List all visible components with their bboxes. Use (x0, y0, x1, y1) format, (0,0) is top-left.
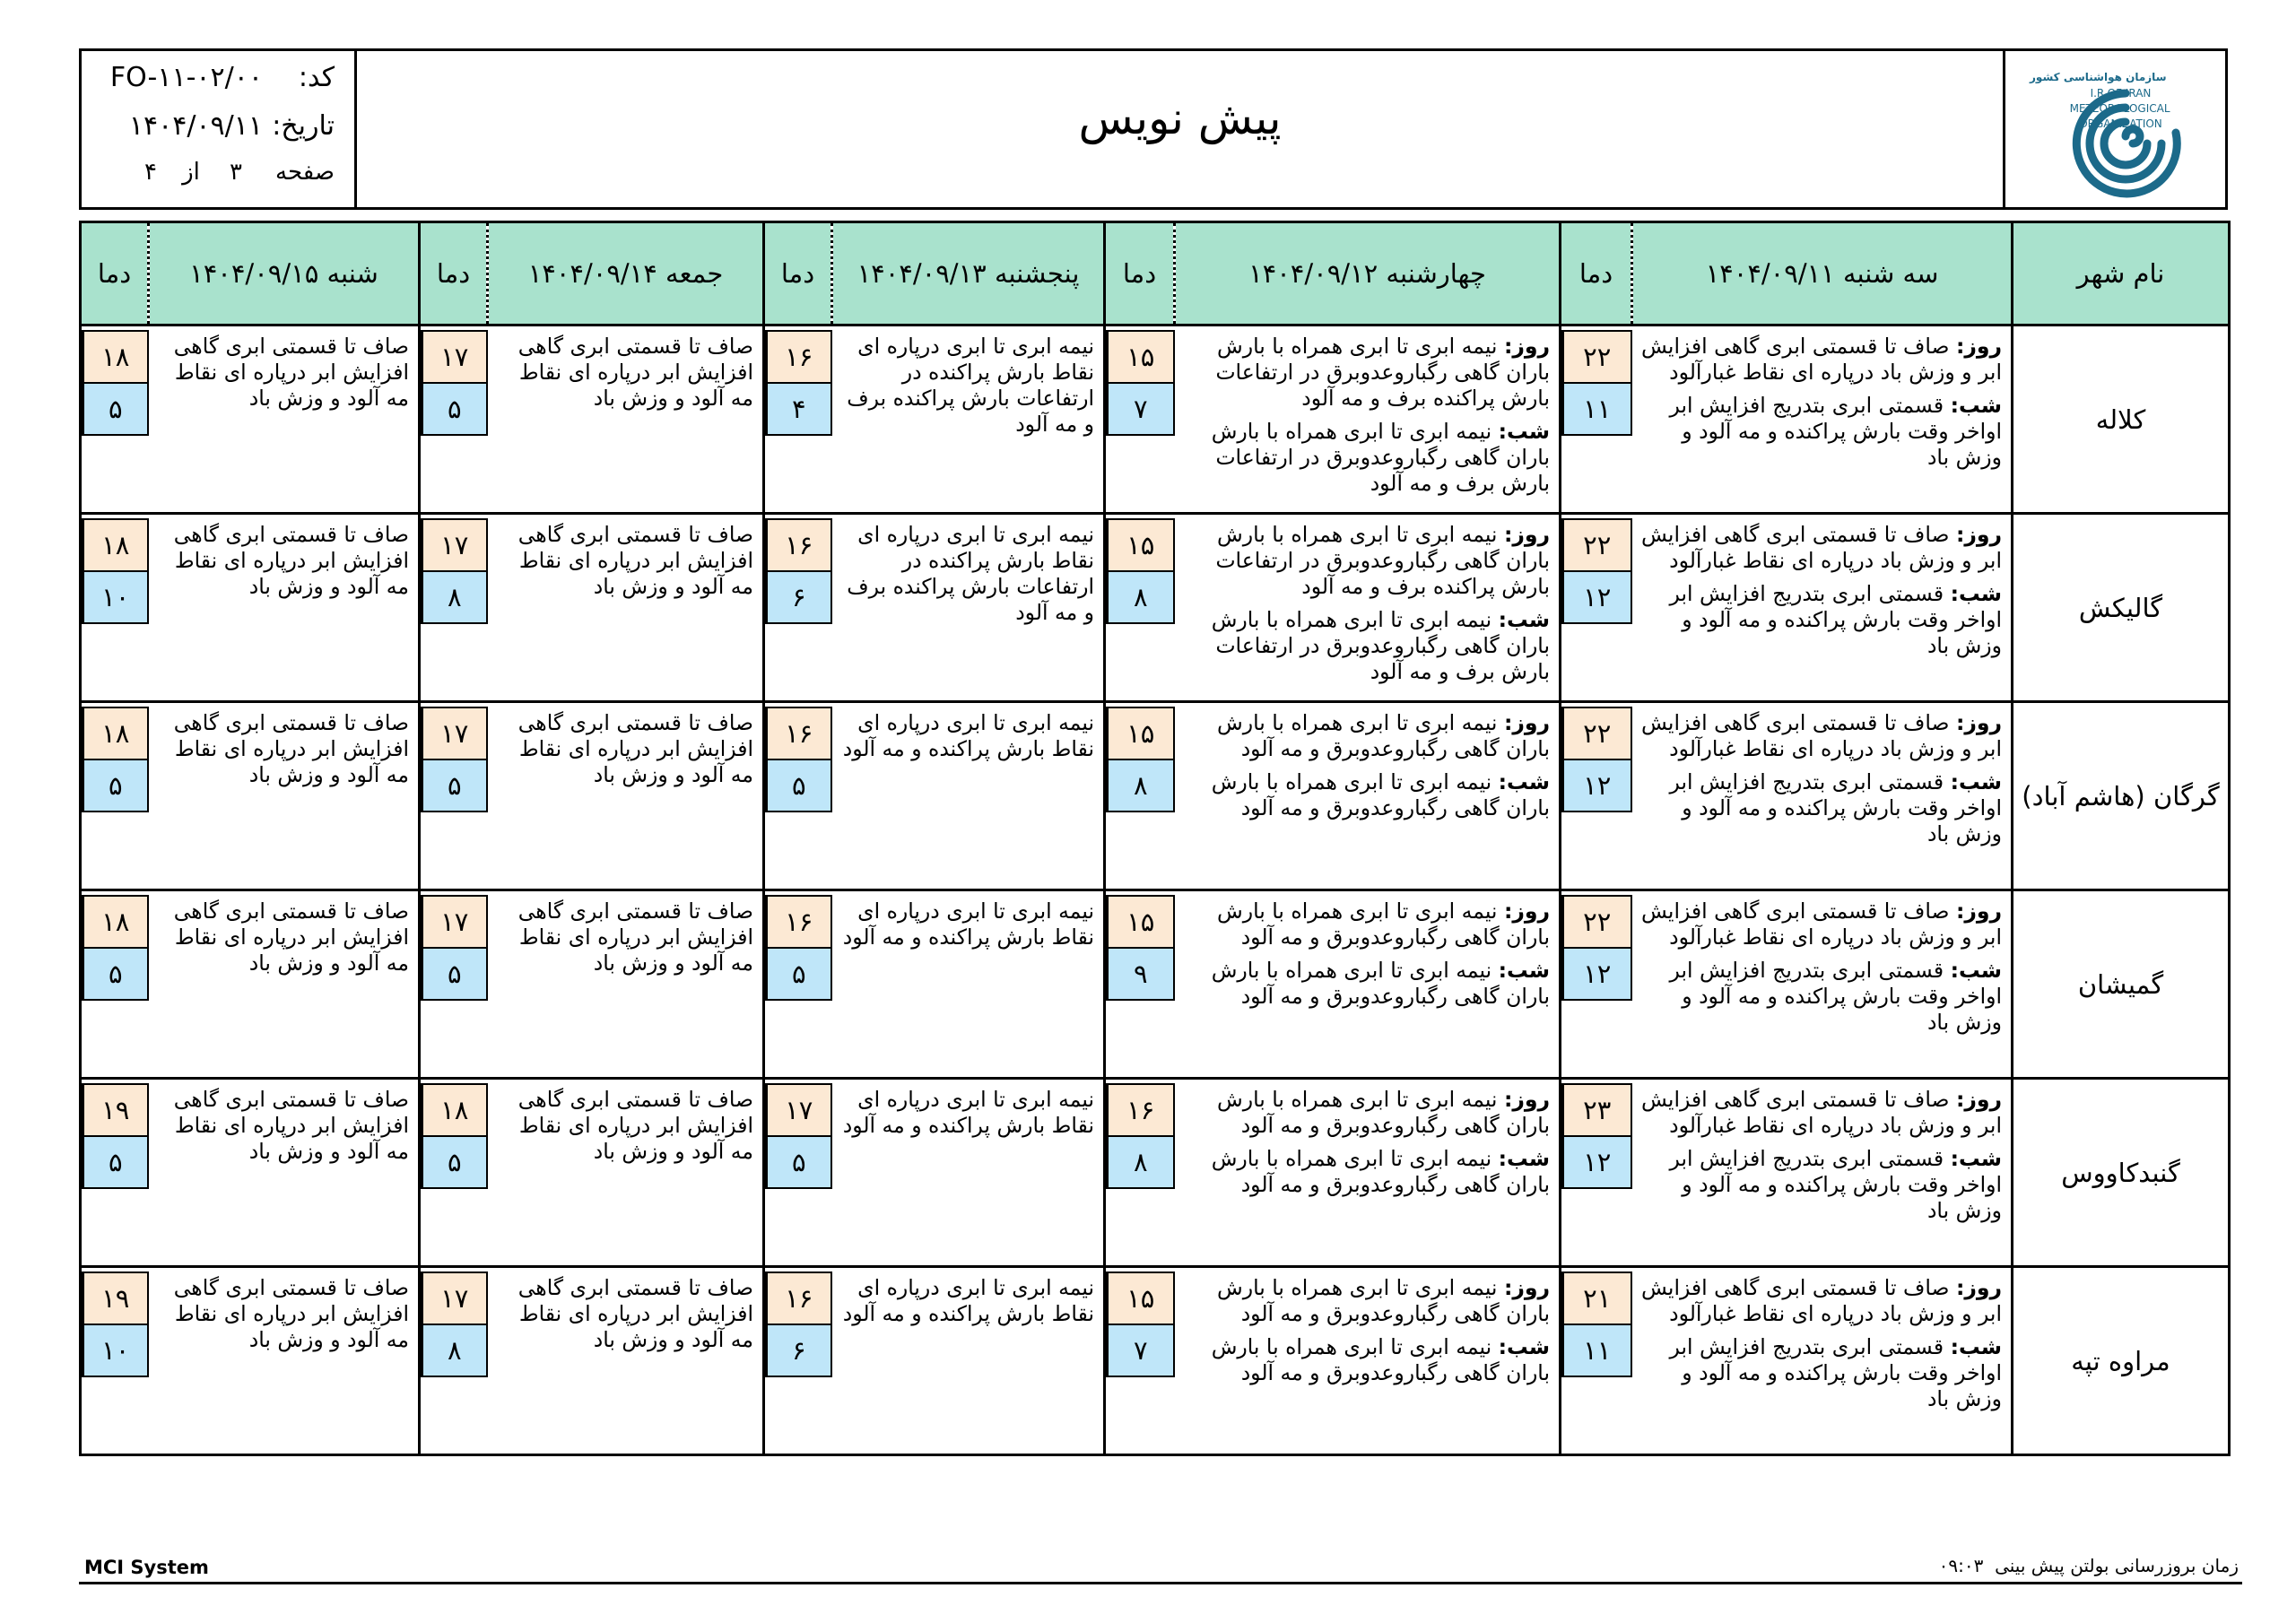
city-name: کلاله (2013, 325, 2230, 514)
night-forecast-text: قسمتی ابری بتدریج افزایش ابر اواخر وقت بارش پراکنده و مه آلود و وزش باد (1669, 1146, 2002, 1223)
min-temp: ۵ (765, 947, 832, 1001)
forecast-day-1 (1632, 1267, 2013, 1455)
code-label: کد: (298, 62, 335, 93)
forecast-day-4 (488, 702, 764, 890)
table-header-row (81, 222, 2230, 325)
max-temp: ۱۶ (1106, 1083, 1175, 1137)
temp-column-header: دما (81, 222, 149, 325)
date-label: تاریخ: (272, 110, 335, 142)
temp-cell (764, 325, 832, 514)
max-temp: ۱۶ (765, 895, 832, 949)
night-forecast-text: نیمه ابری تا ابری همراه با بارش باران گاهی رگباروعدوبرق و مه آلود (1211, 1146, 1550, 1197)
night-forecast-text: قسمتی ابری بتدریج افزایش ابر اواخر وقت بارش پراکنده و مه آلود و وزش باد (1669, 581, 2002, 658)
min-temp: ۱۲ (1561, 570, 1632, 624)
day-label: روز: (1955, 710, 2002, 735)
temp-column-header: دما (1105, 222, 1175, 325)
table-row (81, 702, 2230, 890)
night-forecast-text: نیمه ابری تا ابری همراه با بارش باران گاهی رگباروعدوبرق و مه آلود (1211, 1334, 1550, 1385)
forecast-day-2 (1175, 1267, 1561, 1455)
day-forecast-text: صاف تا قسمتی ابری گاهی افزایش ابر و وزش باد درپاره ای نقاط غبارآلود (1640, 710, 2002, 761)
night-forecast-text: قسمتی ابری بتدریج افزایش ابر اواخر وقت بارش پراکنده و مه آلود و وزش باد (1669, 769, 2002, 846)
min-temp: ۵ (765, 759, 832, 812)
forecast-day-2 (1175, 514, 1561, 702)
date-value: ۱۴۰۴/۰۹/۱۱ (128, 110, 263, 142)
min-temp: ۵ (421, 1135, 488, 1189)
max-temp: ۱۷ (421, 1271, 488, 1325)
min-temp: ۵ (421, 382, 488, 436)
temp-cell (1105, 1079, 1175, 1267)
max-temp: ۲۲ (1561, 895, 1632, 949)
forecast-day-4 (488, 514, 764, 702)
forecast-text: نیمه ابری تا ابری درپاره ای نقاط بارش پراکنده در ارتفاعات بارش پراکنده برف و مه آلود (847, 522, 1094, 625)
max-temp: ۱۹ (82, 1083, 149, 1137)
night-label: شب: (1950, 581, 2002, 606)
forecast-text: صاف تا قسمتی ابری گاهی افزایش ابر درپاره ای نقاط مه آلود و وزش باد (517, 1275, 753, 1352)
forecast-day-2 (1175, 325, 1561, 514)
forecast-text: صاف تا قسمتی ابری گاهی افزایش ابر درپاره ای نقاط مه آلود و وزش باد (173, 522, 409, 599)
min-temp: ۸ (1106, 570, 1175, 624)
forecast-day-5 (149, 1267, 420, 1455)
logo-persian-text: سازمان هواشناسی کشور (2030, 71, 2167, 83)
day-label: روز: (1503, 898, 1550, 924)
night-label: شب: (1950, 958, 2002, 983)
temp-cell (1105, 325, 1175, 514)
max-temp: ۱۷ (421, 518, 488, 572)
forecast-text: نیمه ابری تا ابری درپاره ای نقاط بارش پراکنده در ارتفاعات بارش پراکنده برف و مه آلود (847, 334, 1094, 437)
max-temp: ۱۵ (1106, 330, 1175, 384)
day-label: روز: (1503, 334, 1550, 359)
min-temp: ۸ (421, 1324, 488, 1377)
forecast-text: صاف تا قسمتی ابری گاهی افزایش ابر درپاره ای نقاط مه آلود و وزش باد (517, 334, 753, 411)
max-temp: ۲۲ (1561, 518, 1632, 572)
page-title: پیش نویس (1078, 92, 1282, 144)
day-forecast-text: صاف تا قسمتی ابری گاهی افزایش ابر و وزش باد درپاره ای نقاط غبارآلود (1640, 898, 2002, 950)
page-number: ۳ (230, 159, 242, 186)
code-value: FO-۱۱-۰۲/۰۰ (109, 62, 263, 93)
min-temp: ۵ (421, 947, 488, 1001)
day-label: روز: (1955, 898, 2002, 924)
table-row (81, 1267, 2230, 1455)
update-time-label: زمان بروزرسانی بولتن پیش بینی (1995, 1555, 2239, 1576)
forecast-day-3 (832, 1079, 1105, 1267)
forecast-day-3 (832, 702, 1105, 890)
temp-cell (1105, 890, 1175, 1079)
min-temp: ۵ (82, 947, 149, 1001)
forecast-day-5 (149, 1079, 420, 1267)
temp-cell (1105, 702, 1175, 890)
temp-cell (1561, 325, 1632, 514)
document-header (79, 48, 2228, 210)
temp-cell (764, 890, 832, 1079)
day-column-header: جمعه ۱۴۰۴/۰۹/۱۴ (488, 222, 764, 325)
max-temp: ۱۸ (82, 707, 149, 760)
forecast-text: صاف تا قسمتی ابری گاهی افزایش ابر درپاره ای نقاط مه آلود و وزش باد (173, 710, 409, 787)
min-temp: ۷ (1106, 1324, 1175, 1377)
forecast-day-4 (488, 1267, 764, 1455)
city-name: گنبدکاووس (2013, 1079, 2230, 1267)
night-forecast-text: نیمه ابری تا ابری همراه با بارش باران گاهی رگباروعدوبرق در ارتفاعات بارش برف و مه آلود (1211, 419, 1550, 496)
min-temp: ۸ (1106, 759, 1175, 812)
temp-cell (764, 1079, 832, 1267)
day-label: روز: (1955, 1087, 2002, 1112)
forecast-day-1 (1632, 325, 2013, 514)
min-temp: ۸ (1106, 1135, 1175, 1189)
temp-cell (420, 1079, 488, 1267)
title-cell (357, 51, 2003, 207)
night-forecast-text: قسمتی ابری بتدریج افزایش ابر اواخر وقت بارش پراکنده و مه آلود و وزش باد (1669, 958, 2002, 1035)
temp-cell (1561, 1079, 1632, 1267)
day-forecast-text: نیمه ابری تا ابری همراه با بارش باران گاهی رگباروعدوبرق و مه آلود (1217, 1275, 1550, 1326)
min-temp: ۶ (765, 1324, 832, 1377)
max-temp: ۱۵ (1106, 1271, 1175, 1325)
night-forecast-text: قسمتی ابری بتدریج افزایش ابر اواخر وقت بارش پراکنده و مه آلود و وزش باد (1669, 393, 2002, 470)
forecast-text: نیمه ابری تا ابری درپاره ای نقاط بارش پراکنده و مه آلود (842, 898, 1094, 950)
forecast-text: صاف تا قسمتی ابری گاهی افزایش ابر درپاره ای نقاط مه آلود و وزش باد (517, 710, 753, 787)
forecast-text: صاف تا قسمتی ابری گاهی افزایش ابر درپاره ای نقاط مه آلود و وزش باد (173, 1087, 409, 1164)
min-temp: ۵ (82, 759, 149, 812)
day-forecast-text: نیمه ابری تا ابری همراه با بارش باران گاهی رگباروعدوبرق و مه آلود (1217, 898, 1550, 950)
forecast-text: صاف تا قسمتی ابری گاهی افزایش ابر درپاره ای نقاط مه آلود و وزش باد (517, 898, 753, 976)
temp-cell (764, 514, 832, 702)
temp-cell (81, 325, 149, 514)
forecast-day-1 (1632, 514, 2013, 702)
max-temp: ۲۲ (1561, 330, 1632, 384)
night-label: شب: (1950, 393, 2002, 418)
night-label: شب: (1498, 958, 1550, 983)
table-row (81, 325, 2230, 514)
city-name: مراوه تپه (2013, 1267, 2230, 1455)
temp-cell (1105, 1267, 1175, 1455)
temp-cell (81, 702, 149, 890)
forecast-day-1 (1632, 1079, 2013, 1267)
min-temp: ۴ (765, 382, 832, 436)
forecast-day-1 (1632, 890, 2013, 1079)
min-temp: ۹ (1106, 947, 1175, 1001)
forecast-text: نیمه ابری تا ابری درپاره ای نقاط بارش پراکنده و مه آلود (842, 710, 1094, 761)
temp-cell (420, 325, 488, 514)
update-time-info (1939, 1555, 2239, 1576)
temp-cell (420, 890, 488, 1079)
night-label: شب: (1498, 769, 1550, 794)
temp-cell (1105, 514, 1175, 702)
temp-column-header: دما (420, 222, 488, 325)
day-column-header: چهارشنبه ۱۴۰۴/۰۹/۱۲ (1175, 222, 1561, 325)
logo-cell (2003, 51, 2225, 207)
forecast-text: صاف تا قسمتی ابری گاهی افزایش ابر درپاره ای نقاط مه آلود و وزش باد (173, 898, 409, 976)
forecast-text: صاف تا قسمتی ابری گاهی افزایش ابر درپاره ای نقاط مه آلود و وزش باد (173, 334, 409, 411)
min-temp: ۷ (1106, 382, 1175, 436)
forecast-text: صاف تا قسمتی ابری گاهی افزایش ابر درپاره ای نقاط مه آلود و وزش باد (517, 522, 753, 599)
max-temp: ۱۷ (421, 895, 488, 949)
day-forecast-text: صاف تا قسمتی ابری گاهی افزایش ابر و وزش باد درپاره ای نقاط غبارآلود (1640, 522, 2002, 573)
forecast-text: نیمه ابری تا ابری درپاره ای نقاط بارش پراکنده و مه آلود (842, 1087, 1094, 1138)
night-label: شب: (1950, 769, 2002, 794)
forecast-day-5 (149, 514, 420, 702)
max-temp: ۱۸ (421, 1083, 488, 1137)
min-temp: ۱۲ (1561, 947, 1632, 1001)
day-label: روز: (1955, 334, 2002, 359)
day-forecast-text: نیمه ابری تا ابری همراه با بارش باران گاهی رگباروعدوبرق در ارتفاعات بارش پراکنده برف و مه آلود (1215, 522, 1550, 599)
forecast-day-2 (1175, 702, 1561, 890)
night-label: شب: (1498, 1334, 1550, 1359)
forecast-day-5 (149, 702, 420, 890)
temp-cell (1561, 1267, 1632, 1455)
day-forecast-text: صاف تا قسمتی ابری گاهی افزایش ابر و وزش باد درپاره ای نقاط غبارآلود (1640, 1275, 2002, 1326)
temp-cell (1561, 890, 1632, 1079)
night-label: شب: (1498, 1146, 1550, 1171)
temp-cell (81, 890, 149, 1079)
max-temp: ۱۶ (765, 330, 832, 384)
forecast-text: صاف تا قسمتی ابری گاهی افزایش ابر درپاره ای نقاط مه آلود و وزش باد (517, 1087, 753, 1164)
temp-cell (1561, 514, 1632, 702)
night-forecast-text: قسمتی ابری بتدریج افزایش ابر اواخر وقت بارش پراکنده و مه آلود و وزش باد (1669, 1334, 2002, 1411)
city-name: گمیشان (2013, 890, 2230, 1079)
day-forecast-text: نیمه ابری تا ابری همراه با بارش باران گاهی رگباروعدوبرق و مه آلود (1217, 710, 1550, 761)
min-temp: ۶ (765, 570, 832, 624)
meteorological-organization-logo (2022, 57, 2210, 201)
temp-cell (81, 1267, 149, 1455)
system-name: MCI System (84, 1557, 209, 1578)
table-row (81, 890, 2230, 1079)
min-temp: ۱۲ (1561, 1135, 1632, 1189)
temp-cell (764, 1267, 832, 1455)
night-label: شب: (1498, 607, 1550, 632)
day-column-header: شنبه ۱۴۰۴/۰۹/۱۵ (149, 222, 420, 325)
max-temp: ۱۸ (82, 330, 149, 384)
day-column-header: پنجشنبه ۱۴۰۴/۰۹/۱۳ (832, 222, 1105, 325)
code-row (110, 62, 335, 93)
max-temp: ۱۹ (82, 1271, 149, 1325)
city-name: گالیکش (2013, 514, 2230, 702)
min-temp: ۱۲ (1561, 759, 1632, 812)
temp-cell (420, 1267, 488, 1455)
day-label: روز: (1503, 522, 1550, 547)
forecast-day-3 (832, 890, 1105, 1079)
max-temp: ۱۷ (421, 330, 488, 384)
table-row (81, 1079, 2230, 1267)
max-temp: ۱۵ (1106, 895, 1175, 949)
table-row (81, 514, 2230, 702)
max-temp: ۱۵ (1106, 518, 1175, 572)
logo-english-text: I.R.OF IRAN METEOROLOGICAL ORGANIZATION (2069, 87, 2170, 130)
min-temp: ۱۰ (82, 1324, 149, 1377)
night-forecast-text: نیمه ابری تا ابری همراه با بارش باران گاهی رگباروعدوبرق و مه آلود (1211, 769, 1550, 820)
day-forecast-text: نیمه ابری تا ابری همراه با بارش باران گاهی رگباروعدوبرق در ارتفاعات بارش پراکنده برف و مه آلود (1215, 334, 1550, 411)
min-temp: ۵ (421, 759, 488, 812)
night-forecast-text: نیمه ابری تا ابری همراه با بارش باران گاهی رگباروعدوبرق و مه آلود (1211, 958, 1550, 1009)
forecast-text: نیمه ابری تا ابری درپاره ای نقاط بارش پراکنده و مه آلود (842, 1275, 1094, 1326)
max-temp: ۱۷ (765, 1083, 832, 1137)
night-label: شب: (1950, 1334, 2002, 1359)
temp-cell (81, 514, 149, 702)
forecast-day-2 (1175, 890, 1561, 1079)
page-row (128, 159, 335, 186)
max-temp: ۱۷ (421, 707, 488, 760)
page-label: صفحه (275, 159, 335, 186)
day-forecast-text: نیمه ابری تا ابری همراه با بارش باران گاهی رگباروعدوبرق و مه آلود (1217, 1087, 1550, 1138)
temp-column-header: دما (1561, 222, 1632, 325)
temp-cell (420, 702, 488, 890)
footer-divider (79, 1582, 2242, 1584)
forecast-text: صاف تا قسمتی ابری گاهی افزایش ابر درپاره ای نقاط مه آلود و وزش باد (173, 1275, 409, 1352)
date-row (129, 110, 335, 142)
max-temp: ۲۲ (1561, 707, 1632, 760)
forecast-day-4 (488, 325, 764, 514)
forecast-day-4 (488, 890, 764, 1079)
min-temp: ۵ (82, 1135, 149, 1189)
temp-cell (420, 514, 488, 702)
min-temp: ۵ (765, 1135, 832, 1189)
temp-cell (81, 1079, 149, 1267)
max-temp: ۱۸ (82, 518, 149, 572)
forecast-day-1 (1632, 702, 2013, 890)
max-temp: ۱۶ (765, 707, 832, 760)
forecast-day-5 (149, 890, 420, 1079)
day-label: روز: (1955, 1275, 2002, 1300)
day-column-header: سه شنبه ۱۴۰۴/۰۹/۱۱ (1632, 222, 2013, 325)
min-temp: ۱۱ (1561, 382, 1632, 436)
forecast-day-3 (832, 325, 1105, 514)
forecast-day-3 (832, 1267, 1105, 1455)
min-temp: ۸ (421, 570, 488, 624)
max-temp: ۱۶ (765, 518, 832, 572)
forecast-table (79, 221, 2231, 1456)
forecast-day-5 (149, 325, 420, 514)
min-temp: ۱۱ (1561, 1324, 1632, 1377)
max-temp: ۱۵ (1106, 707, 1175, 760)
day-label: روز: (1503, 1275, 1550, 1300)
max-temp: ۲۳ (1561, 1083, 1632, 1137)
city-name: گرگان (هاشم آباد) (2013, 702, 2230, 890)
temp-cell (1561, 702, 1632, 890)
max-temp: ۱۶ (765, 1271, 832, 1325)
day-forecast-text: صاف تا قسمتی ابری گاهی افزایش ابر و وزش باد درپاره ای نقاط غبارآلود (1640, 334, 2002, 385)
temp-column-header: دما (764, 222, 832, 325)
day-label: روز: (1955, 522, 2002, 547)
page-of-label: از (182, 159, 200, 186)
min-temp: ۱۰ (82, 570, 149, 624)
forecast-day-2 (1175, 1079, 1561, 1267)
max-temp: ۱۸ (82, 895, 149, 949)
day-forecast-text: صاف تا قسمتی ابری گاهی افزایش ابر و وزش باد درپاره ای نقاط غبارآلود (1640, 1087, 2002, 1138)
night-forecast-text: نیمه ابری تا ابری همراه با بارش باران گاهی رگباروعدوبرق در ارتفاعات بارش برف و مه آلود (1211, 607, 1550, 684)
forecast-day-4 (488, 1079, 764, 1267)
max-temp: ۲۱ (1561, 1271, 1632, 1325)
city-column-header: نام شهر (2013, 222, 2230, 325)
forecast-day-3 (832, 514, 1105, 702)
min-temp: ۵ (82, 382, 149, 436)
document-info-cell (82, 51, 357, 207)
day-label: روز: (1503, 710, 1550, 735)
page-total: ۴ (144, 159, 157, 186)
update-time-value: ۰۹:۰۳ (1938, 1555, 1984, 1576)
temp-cell (764, 702, 832, 890)
day-label: روز: (1503, 1087, 1550, 1112)
night-label: شب: (1498, 419, 1550, 444)
night-label: شب: (1950, 1146, 2002, 1171)
